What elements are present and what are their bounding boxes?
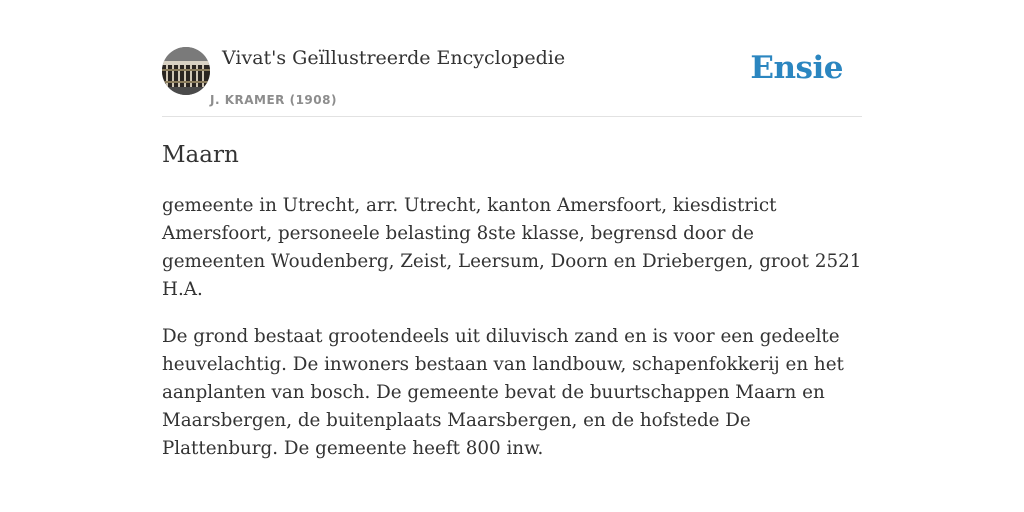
article-paragraph-2: De grond bestaat grootendeels uit diluvisch zand en is voor een gedeelte heuvelachtig. De inwoners bestaan van landbouw, schapenfokkerij en het aanplanten van bosch. De gemeente bevat de buurtschappen Maarn en Maarsbergen, de buitenplaats Maarsbergen, en de hofstede De Plattenburg. De gemeente heeft 800 inw. xyxy=(162,326,844,459)
book-header xyxy=(162,46,862,117)
book-cover-avatar[interactable] xyxy=(162,47,210,95)
book-title[interactable]: Vivat's Geïllustreerde Encyclopedie xyxy=(222,47,566,69)
article-paragraph-1: gemeente in Utrecht, arr. Utrecht, kanton Amersfoort, kiesdistrict Amersfoort, personeele belasting 8ste klasse, begrensd door de gemeenten Woudenberg, Zeist, Leersum, Doorn en Driebergen, groot 2521 H.A. xyxy=(162,195,862,300)
book-author: J. KRAMER (1908) xyxy=(210,93,337,107)
ensie-logo-link[interactable]: Ensie xyxy=(750,50,843,86)
article-body xyxy=(162,192,862,482)
article-title: Maarn xyxy=(162,142,239,168)
book-spines-icon xyxy=(162,47,210,95)
